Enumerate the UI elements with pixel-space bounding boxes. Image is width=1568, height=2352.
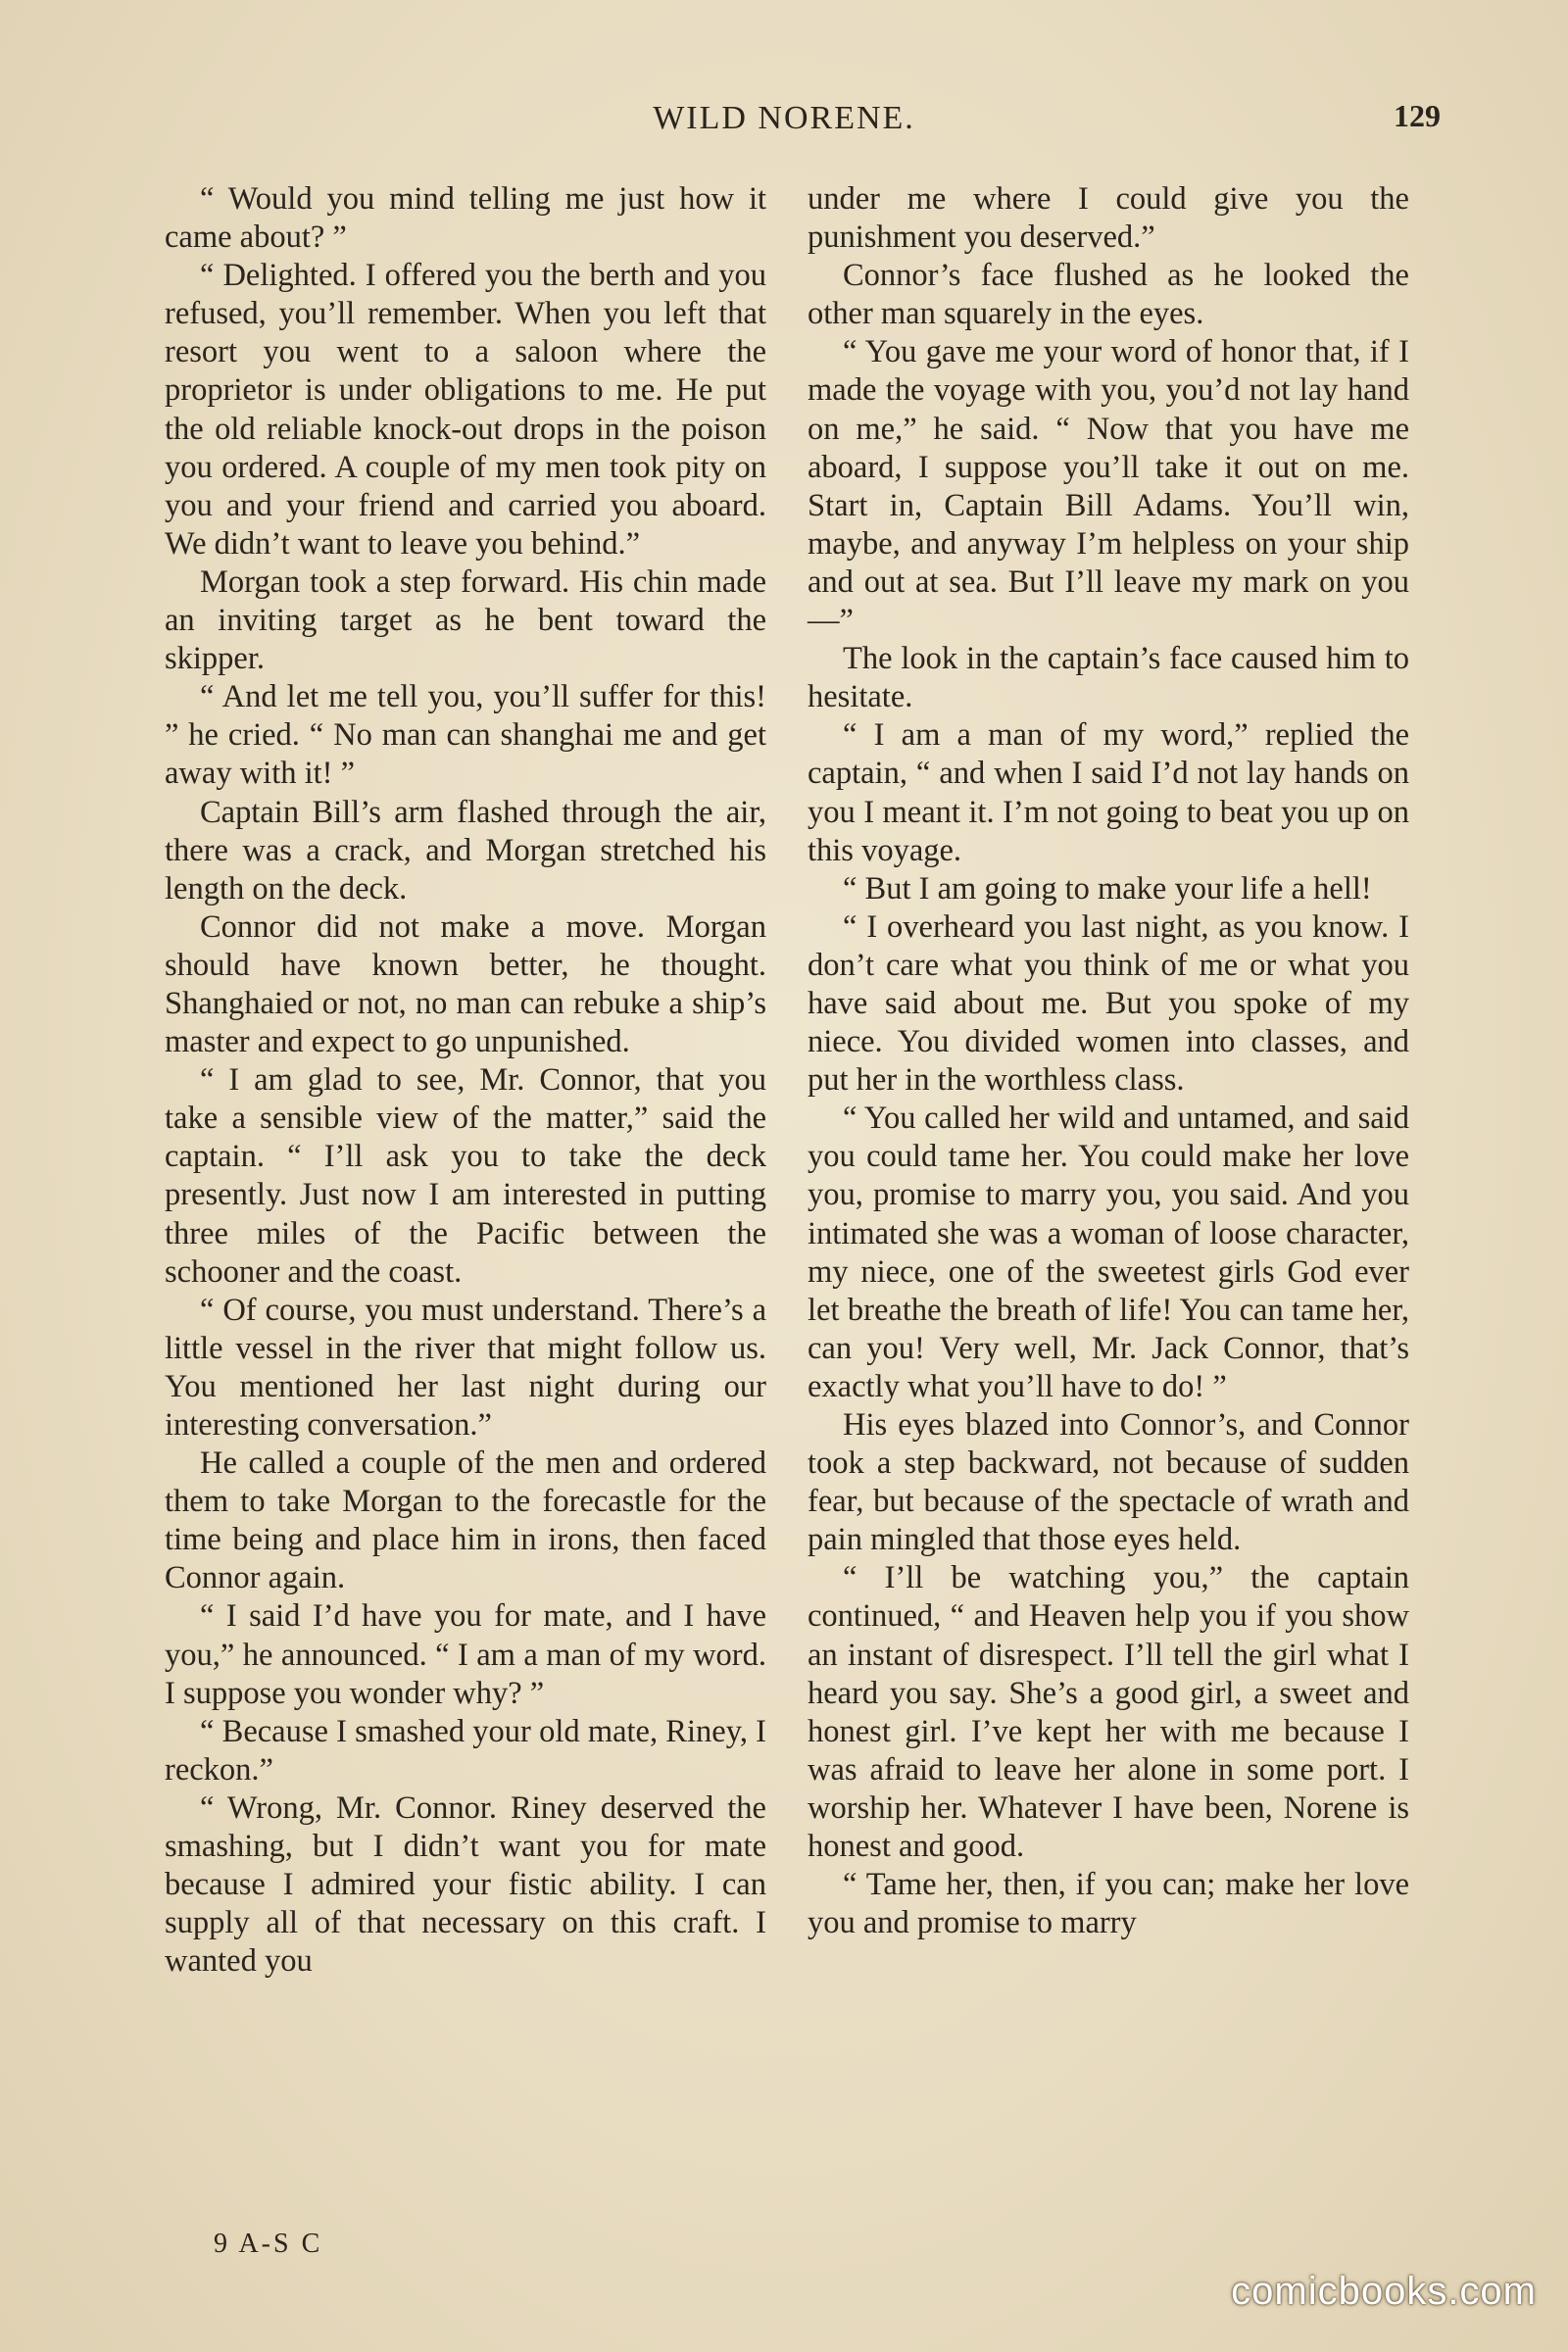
page-title: WILD NORENE. — [653, 100, 915, 136]
left-column — [165, 180, 766, 1981]
paragraph: Connor did not make a move. Morgan should have known better, he thought. Shanghaied or not, no man can rebuke a ship’s master and expect to go unpunished. — [165, 908, 766, 1060]
paragraph: Morgan took a step forward. His chin made an inviting target as he bent toward the skipper. — [165, 564, 766, 677]
paragraph: “ I’ll be watching you,” the captain continued, “ and Heaven help you if you show an instant of disrespect. I’ll tell the girl what I heard you say. She’s a good girl, a sweet and honest girl. I’ve kept her with me because I was afraid to leave her alone in some port. I worship her. Whatever I have been, Norene is honest and good. — [808, 1560, 1409, 1865]
watermark: comicbooks.com — [1231, 2270, 1537, 2313]
paragraph: “ I am a man of my word,” replied the captain, “ and when I said I’d not lay hands on you I meant it. I’m not going to beat you up on this voyage. — [808, 717, 1409, 868]
paragraph: “ Tame her, then, if you can; make her love you and promise to marry — [808, 1867, 1409, 1941]
paragraph: “ I said I’d have you for mate, and I have you,” he announced. “ I am a man of my word. I suppose you wonder why? ” — [165, 1598, 766, 1711]
paragraph: He called a couple of the men and ordered them to take Morgan to the forecastle for the time being and place him in irons, then faced Connor again. — [165, 1446, 766, 1596]
paragraph: “ And let me tell you, you’ll suffer for this! ” he cried. “ No man can shanghai me and get away with it! ” — [165, 679, 766, 792]
paragraph: “ Wrong, Mr. Connor. Riney deserved the smashing, but I didn’t want you for mate because I admired your fistic ability. I can supply all of that necessary on this craft. I wanted you — [165, 1789, 766, 1980]
paragraph: “ You gave me your word of honor that, if I made the voyage with you, you’d not lay hand on me,” he said. “ Now that you have me aboard, I suppose you’ll take it out on me. Start in, Captain Bill Adams. You’ll win, maybe, and anyway I’m helpless on your ship and out at sea. But I’ll leave my mark on you—” — [808, 334, 1409, 639]
paragraph: Captain Bill’s arm flashed through the air, there was a crack, and Morgan stretched his length on the deck. — [165, 794, 766, 906]
paragraph: The look in the captain’s face caused him to hesitate. — [808, 641, 1409, 715]
paragraph: “ Would you mind telling me just how it came about? ” — [165, 181, 766, 256]
paragraph: “ Because I smashed your old mate, Riney, I reckon.” — [165, 1713, 766, 1788]
paragraph: His eyes blazed into Connor’s, and Connor took a step backward, not because of sudden fear, but because of the spectacle of wrath and pain mingled that those eyes held. — [808, 1407, 1409, 1558]
paragraph: “ But I am going to make your life a hell! — [843, 870, 1372, 906]
paragraph-continued: under me where I could give you the punishment you deserved.” — [808, 181, 1409, 256]
paragraph: “ You called her wild and untamed, and said you could tame her. You could make her love you, promise to marry you, you said. And you intimated she was a woman of loose character, my niece, one of the sweetest girls God ever let breathe the breath of life! You can tame her, can you! Very well, Mr. Jack Connor, that’s exactly what you’ll have to do! ” — [808, 1101, 1409, 1404]
right-column — [808, 180, 1409, 1942]
signature-mark: 9 A-S C — [214, 2229, 323, 2259]
paragraph: Connor’s face flushed as he looked the other man squarely in the eyes. — [808, 258, 1409, 332]
paragraph: “ Of course, you must understand. There’s a little vessel in the river that might follow us. You mentioned her last night during our interesting conversation.” — [165, 1292, 766, 1443]
page-number: 129 — [1394, 98, 1441, 133]
paragraph: “ Delighted. I offered you the berth and you refused, you’ll remember. When you left that resort you went to a saloon where the proprietor is under obligations to me. He put the old reliable knock-out drops in the poison you ordered. A couple of my men took pity on you and your friend and carried you aboard. We didn’t want to leave you behind.” — [165, 258, 766, 562]
paragraph: “ I overheard you last night, as you know. I don’t care what you think of me or what you have said about me. But you spoke of my niece. You divided women into classes, and put her in the worthless class. — [808, 908, 1409, 1099]
running-head — [0, 94, 1568, 143]
paragraph: “ I am glad to see, Mr. Connor, that you take a sensible view of the matter,” said the captain. “ I’ll ask you to take the deck presently. Just now I am interested in putting three miles of the Pacific between the schooner and the coast. — [165, 1062, 766, 1290]
